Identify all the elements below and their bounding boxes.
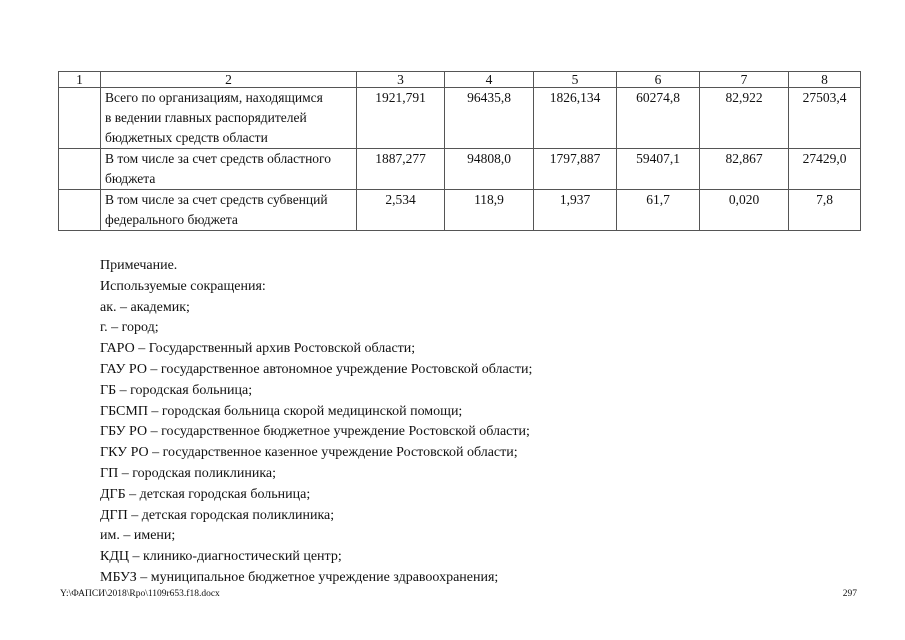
empty-cell [59,88,101,149]
row-description [101,88,357,149]
row-description [101,190,357,231]
abbreviation-item: ак. – академик; [100,299,190,315]
abbreviation-item: ГАРО – Государственный архив Ростовской области; [100,341,416,357]
abbreviation-item: им. – имени; [100,528,176,544]
value-cell: 1826,134 [534,88,617,149]
column-number: 6 [617,72,700,88]
table-row [59,190,861,231]
footer-file-path: Y:\ФАПСИ\2018\Rpo\1109r653.f18.docx [60,589,220,599]
column-number: 4 [445,72,534,88]
value-cell: 7,8 [789,190,861,231]
value-cell: 1887,277 [357,149,445,190]
abbreviation-item: КДЦ – клинико-диагностический центр; [100,549,342,565]
value-cell: 27429,0 [789,149,861,190]
abbreviation-item: ДГБ – детская городская больница; [100,486,311,502]
notes-subtitle: Используемые сокращения: [100,278,266,294]
table-header-row [59,72,861,88]
description-line: бюджетных средств области [105,130,268,145]
value-cell: 1,937 [534,190,617,231]
abbreviation-item: ГБУ РО – государственное бюджетное учреждение Ростовской области; [100,424,530,440]
value-cell: 96435,8 [445,88,534,149]
description-line: В том числе за счет средств субвенций [105,192,328,207]
abbreviation-item: ГП – городская поликлиника; [100,465,277,481]
row-description [101,149,357,190]
value-cell: 1921,791 [357,88,445,149]
column-number: 5 [534,72,617,88]
abbreviation-item: ГБСМП – городская больница скорой медицинской помощи; [100,403,463,419]
value-cell: 118,9 [445,190,534,231]
budget-table [58,71,861,231]
description-line: Всего по организациям, находящимся [105,90,323,105]
abbreviation-item: ГКУ РО – государственное казенное учреждение Ростовской области; [100,445,518,461]
description-line: В том числе за счет средств областного [105,151,331,166]
column-number: 8 [789,72,861,88]
value-cell: 27503,4 [789,88,861,149]
column-number: 3 [357,72,445,88]
empty-cell [59,149,101,190]
abbreviation-item: ГБ – городская больница; [100,382,253,398]
page-number: 297 [842,589,857,599]
empty-cell [59,190,101,231]
table-row [59,149,861,190]
notes-title: Примечание. [100,258,178,273]
value-cell: 60274,8 [617,88,700,149]
value-cell: 82,867 [700,149,789,190]
notes-section [100,256,532,589]
abbreviation-item: МБУЗ – муниципальное бюджетное учреждение здравоохранения; [100,569,499,585]
column-number: 7 [700,72,789,88]
value-cell: 0,020 [700,190,789,231]
value-cell: 61,7 [617,190,700,231]
description-line: бюджета [105,171,156,186]
column-number: 2 [101,72,357,88]
value-cell: 2,534 [357,190,445,231]
description-line: федерального бюджета [105,212,238,227]
value-cell: 82,922 [700,88,789,149]
description-line: в ведении главных распорядителей [105,110,307,125]
value-cell: 1797,887 [534,149,617,190]
abbreviation-item: г. – город; [100,320,159,336]
table-row [59,88,861,149]
column-number: 1 [59,72,101,88]
abbreviation-item: ДГП – детская городская поликлиника; [100,507,335,523]
value-cell: 94808,0 [445,149,534,190]
value-cell: 59407,1 [617,149,700,190]
abbreviation-item: ГАУ РО – государственное автономное учреждение Ростовской области; [100,361,533,377]
